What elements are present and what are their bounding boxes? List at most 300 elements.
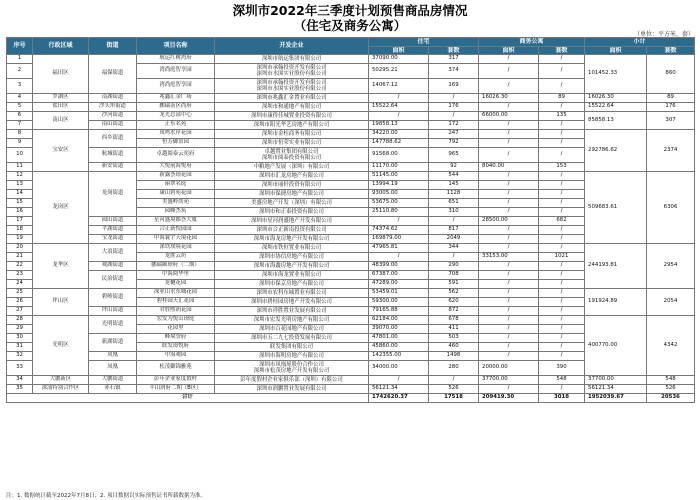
seq-cell: 28 <box>7 316 33 325</box>
developer-name: 深圳市农科东城置业有限公司 <box>256 289 327 296</box>
table-body <box>7 55 695 403</box>
sub-area-cell: 56121.34 <box>585 385 647 394</box>
res-units-cell: 562 <box>429 289 479 298</box>
apt-units-cell: / <box>539 307 585 316</box>
table-row <box>7 103 695 112</box>
res-area-cell: 14067.12 <box>369 79 429 94</box>
res-units-cell: 544 <box>429 172 479 181</box>
apt-area-cell: / <box>479 385 539 394</box>
developer-cell <box>215 94 369 103</box>
res-area-cell: 62184.00 <box>369 316 429 325</box>
sub-units-cell: 2054 <box>647 289 695 316</box>
res-units-cell: 290 <box>429 262 479 271</box>
total-row <box>7 394 695 403</box>
res-area-cell: 47289.00 <box>369 280 429 289</box>
seq-cell: 8 <box>7 130 33 139</box>
apt-units-cell: / <box>539 139 585 148</box>
project-cell: 航运红树湾府 <box>137 55 215 64</box>
apt-units-cell: / <box>539 190 585 199</box>
apt-area-cell: / <box>479 226 539 235</box>
district-cell: 宝安区 <box>33 130 89 172</box>
street-cell: 西乡街道 <box>89 130 137 148</box>
seq-cell: 23 <box>7 271 33 280</box>
seq-cell: 20 <box>7 244 33 253</box>
street-cell: 凤凰 <box>89 352 137 361</box>
developer-name: 深圳市承翰投资开发有限公司 <box>256 64 327 71</box>
apt-units-cell: / <box>539 343 585 352</box>
res-area-cell: / <box>369 253 429 262</box>
header-apt-area: 面积 <box>479 47 539 55</box>
district-cell: 罗湖区 <box>33 94 89 103</box>
project-cell: 峰境誉府 <box>137 334 215 343</box>
developer-cell <box>215 112 369 121</box>
apt-area-cell: / <box>479 343 539 352</box>
street-cell: 南湖街道 <box>89 94 137 103</box>
table-row <box>7 244 695 253</box>
developer-cell <box>215 217 369 226</box>
res-area-cell: 59300.00 <box>369 298 429 307</box>
res-units-cell: 92 <box>429 163 479 172</box>
project-cell: 湾尚庭智享园 <box>137 64 215 79</box>
seq-cell: 26 <box>7 298 33 307</box>
apt-area-cell: / <box>479 352 539 361</box>
apt-area-cell: / <box>479 199 539 208</box>
apt-units-cell: / <box>539 244 585 253</box>
seq-cell: 5 <box>7 103 33 112</box>
project-cell: 龙光总部中心 <box>137 112 215 121</box>
street-cell: 大鹏街道 <box>89 376 137 385</box>
sub-units-cell: 548 <box>647 376 695 385</box>
apt-units-cell: 548 <box>539 376 585 385</box>
apt-area-cell: / <box>479 64 539 79</box>
apt-units-cell: 1021 <box>539 253 585 262</box>
res-area-cell: 39070.00 <box>369 325 429 334</box>
total-sub-area: 1952039.67 <box>585 394 647 403</box>
developer-cell <box>215 334 369 343</box>
developer-name: 深圳市海鑫房地产开发有限公司 <box>253 262 330 269</box>
apt-area-cell: / <box>479 334 539 343</box>
project-cell: 康山碧苑花园 <box>137 190 215 199</box>
table-row <box>7 172 695 181</box>
street-cell: 航城街道 <box>89 148 137 163</box>
table-row <box>7 94 695 103</box>
apt-area-cell: 28500.00 <box>479 217 539 226</box>
sub-area-cell: 37700.00 <box>585 376 647 385</box>
project-cell: 松茂御锦雅苑 <box>137 361 215 376</box>
res-units-cell: 460 <box>429 343 479 352</box>
seq-cell: 4 <box>7 94 33 103</box>
developer-name: 深圳市汇龙房地产有限公司 <box>259 172 324 179</box>
street-cell: 园山街道 <box>89 217 137 226</box>
developer-cell <box>215 121 369 130</box>
project-cell: 中海阅华里 <box>137 271 215 280</box>
table-row <box>7 316 695 325</box>
project-cell: 深铁璞境花园 <box>137 244 215 253</box>
sub-area-cell: 509683.61 <box>585 172 647 244</box>
res-units-cell: 247 <box>429 130 479 139</box>
street-cell: 凤凰 <box>89 361 137 376</box>
developer-name: 深圳市兆鑫汇金置业有限公司 <box>256 94 327 101</box>
project-cell: 园峰杰筑 <box>137 208 215 217</box>
seq-cell: 34 <box>7 376 33 385</box>
header-developer: 开发企业 <box>215 38 369 55</box>
developer-name: 深圳市祥胜置业发展有限公司 <box>256 307 327 314</box>
res-area-cell: 19858.13 <box>369 121 429 130</box>
res-area-cell: / <box>369 217 429 226</box>
apt-units-cell: / <box>539 64 585 79</box>
district-cell: 深汕特别合作区 <box>33 385 89 394</box>
header-street: 街道 <box>89 38 137 55</box>
project-cell: 星河盛境都荟大厦 <box>137 217 215 226</box>
project-cell: 湾尚庭智享园 <box>137 79 215 94</box>
project-cell: 凤鸣水岸花园 <box>137 130 215 139</box>
header-residential: 住宅 <box>369 38 479 47</box>
developer-name: 深圳市合正新南投资有限公司 <box>256 226 327 233</box>
apt-area-cell: / <box>479 271 539 280</box>
apt-units-cell: / <box>539 262 585 271</box>
res-units-cell: 411 <box>429 325 479 334</box>
apt-area-cell: / <box>479 79 539 94</box>
street-cell: 福保街道 <box>89 55 137 94</box>
developer-name: 深圳市水围实业股份有限公司 <box>256 86 327 92</box>
developer-cell <box>215 163 369 172</box>
developer-cell <box>215 226 369 235</box>
seq-cell: 2 <box>7 64 33 79</box>
developer-cell <box>215 103 369 112</box>
res-units-cell: 172 <box>429 121 479 130</box>
res-units-cell: 792 <box>429 139 479 148</box>
developer-name: 深圳市保捷房地产有限公司 <box>259 190 324 197</box>
apt-area-cell: / <box>479 307 539 316</box>
apt-area-cell: / <box>479 121 539 130</box>
header-project: 项目名称 <box>137 38 215 55</box>
developer-name: 深圳市铁恒置业有限公司 <box>261 244 322 251</box>
res-area-cell: 47965.81 <box>369 244 429 253</box>
res-area-cell: 79165.88 <box>369 307 429 316</box>
res-area-cell: 56121.34 <box>369 385 429 394</box>
res-area-cell: 91568.00 <box>369 148 429 163</box>
seq-cell: 13 <box>7 181 33 190</box>
apt-units-cell: 153 <box>539 163 585 172</box>
seq-cell: 30 <box>7 334 33 343</box>
developer-name: 卓越置业集团有限公司 <box>264 148 319 155</box>
apt-area-cell: / <box>479 325 539 334</box>
developer-cell <box>215 199 369 208</box>
res-units-cell: 169 <box>429 79 479 94</box>
seq-cell: 6 <box>7 112 33 121</box>
district-cell: 坪山区 <box>33 289 89 316</box>
apt-area-cell: / <box>479 181 539 190</box>
developer-name: 深圳市松茂房地产开发有限公司 <box>253 368 330 374</box>
apt-units-cell: / <box>539 148 585 163</box>
sub-units-cell: 2374 <box>647 130 695 172</box>
page-subtitle: （住宅及商务公寓） <box>293 18 407 33</box>
header-subtotal: 小计 <box>585 38 695 47</box>
res-units-cell: 526 <box>429 385 479 394</box>
district-cell: 龙华区 <box>33 244 89 289</box>
developer-name: 深圳市阳光华艺房地产有限公司 <box>253 121 330 128</box>
apt-area-cell: / <box>479 289 539 298</box>
developer-cell <box>215 181 369 190</box>
street-cell: 新湖街道 <box>89 334 137 352</box>
apt-area-cell: / <box>479 172 539 181</box>
res-units-cell: 2049 <box>429 235 479 244</box>
project-cell: 美盛岭尚苑 <box>137 199 215 208</box>
street-cell: 新安街道 <box>89 163 137 172</box>
apt-units-cell: 89 <box>539 94 585 103</box>
table-row <box>7 289 695 298</box>
res-units-cell: 678 <box>429 316 479 325</box>
res-area-cell: 142355.00 <box>369 352 429 361</box>
seq-cell: 24 <box>7 280 33 289</box>
total-apt-units: 3018 <box>539 394 585 403</box>
table-row <box>7 112 695 121</box>
seq-cell: 29 <box>7 325 33 334</box>
total-apt-area: 209419.30 <box>479 394 539 403</box>
seq-cell: 21 <box>7 253 33 262</box>
apt-area-cell: / <box>479 130 539 139</box>
developer-name: 深圳市和正泰投资有限公司 <box>259 208 324 215</box>
developer-name: 深圳市金柱商务有限公司 <box>261 130 322 137</box>
apt-units-cell: / <box>539 103 585 112</box>
table-row <box>7 55 695 64</box>
developer-name: 深圳市润鹏置业发展有限公司 <box>256 385 327 392</box>
res-units-cell: 708 <box>429 271 479 280</box>
project-cell: 中海观园 <box>137 352 215 361</box>
apt-units-cell: 390 <box>539 361 585 376</box>
seq-cell: 16 <box>7 208 33 217</box>
header-apt-units: 套数 <box>539 47 585 55</box>
sub-area-cell: 101452.33 <box>585 55 647 94</box>
sub-units-cell: 526 <box>647 385 695 394</box>
res-area-cell: 37090.00 <box>369 55 429 64</box>
street-cell: 大浪街道 <box>89 244 137 262</box>
sub-units-cell: 860 <box>647 55 695 94</box>
developer-name: 深圳市和通地产有限公司 <box>261 103 322 110</box>
presale-table <box>6 37 695 403</box>
project-cell: 合正新悦园园 <box>137 226 215 235</box>
page-title: 深圳市2022年三季度计划预售商品房情况 <box>232 3 468 18</box>
developer-cell <box>215 376 369 385</box>
apt-area-cell: 8040.00 <box>479 163 539 172</box>
table-row <box>7 130 695 139</box>
res-area-cell: 15522.64 <box>369 103 429 112</box>
seq-cell: 19 <box>7 235 33 244</box>
sub-area-cell: 85858.13 <box>585 112 647 130</box>
header-res-area: 面积 <box>369 47 429 55</box>
developer-name: 深圳市康侨佳城置业投资有限公司 <box>251 112 332 119</box>
developer-cell <box>215 271 369 280</box>
sub-units-cell: 89 <box>647 94 695 103</box>
apt-area-cell: / <box>479 298 539 307</box>
street-cell: 碧岭街道 <box>89 289 137 307</box>
res-area-cell: 169879.00 <box>369 235 429 244</box>
apt-units-cell: / <box>539 208 585 217</box>
apt-units-cell: / <box>539 280 585 289</box>
res-units-cell: 310 <box>429 208 479 217</box>
res-units-cell: 374 <box>429 64 479 79</box>
total-label: 合计 <box>7 394 369 403</box>
sub-units-cell: 4342 <box>647 316 695 376</box>
developer-name: 深圳市碧桂园房地产开发有限公司 <box>251 298 332 305</box>
res-area-cell: 34000.00 <box>369 361 429 376</box>
apt-units-cell: / <box>539 289 585 298</box>
res-units-cell: 503 <box>429 334 479 343</box>
apt-units-cell: / <box>539 385 585 394</box>
apt-units-cell: / <box>539 55 585 64</box>
apt-area-cell: / <box>479 190 539 199</box>
developer-cell <box>215 352 369 361</box>
seq-cell: 27 <box>7 307 33 316</box>
developer-name: 深圳市丽轩投资有限公司 <box>261 181 322 188</box>
developer-cell <box>215 139 369 148</box>
apt-area-cell: / <box>479 235 539 244</box>
sub-units-cell: 176 <box>647 103 695 112</box>
street-cell: 民治街道 <box>89 271 137 289</box>
developer-cell <box>215 244 369 253</box>
developer-name: 深圳市恒荣实业有限公司 <box>261 139 322 146</box>
res-area-cell: / <box>369 94 429 103</box>
developer-name: 深圳市海明房地产有限公司 <box>259 352 324 359</box>
apt-units-cell: / <box>539 316 585 325</box>
res-area-cell: 67387.00 <box>369 271 429 280</box>
developer-name: 深圳市阅泰投资有限公司 <box>261 155 322 161</box>
res-area-cell: 48399.00 <box>369 262 429 271</box>
header-apartment: 商务公寓 <box>479 38 585 47</box>
apt-units-cell: 135 <box>539 112 585 121</box>
street-cell: 赤石镇 <box>89 385 137 394</box>
res-area-cell: 34220.00 <box>369 130 429 139</box>
developer-name: 中粮地产发展（深圳）有限公司 <box>253 163 330 170</box>
seq-cell: 32 <box>7 352 33 361</box>
total-res-area: 1742620.37 <box>369 394 429 403</box>
apt-area-cell: / <box>479 139 539 148</box>
district-cell: 盐田区 <box>33 103 89 112</box>
apt-area-cell: 66000.00 <box>479 112 539 121</box>
developer-cell <box>215 289 369 298</box>
street-cell: 光明街道 <box>89 316 137 334</box>
apt-area-cell: / <box>479 262 539 271</box>
developer-cell <box>215 385 369 394</box>
developer-cell <box>215 325 369 334</box>
apt-units-cell: / <box>539 235 585 244</box>
apt-units-cell: / <box>539 79 585 94</box>
header-res-units: 套数 <box>429 47 479 55</box>
table-row <box>7 376 695 385</box>
developer-name: 深圳市协信房地产有限公司 <box>259 253 324 260</box>
project-cell: 兆鑫汇金广场 <box>137 94 215 103</box>
res-units-cell: 1128 <box>429 190 479 199</box>
street-cell: 龙岗街道 <box>89 172 137 217</box>
apt-units-cell: / <box>539 226 585 235</box>
seq-cell: 11 <box>7 163 33 172</box>
project-cell: 半山润府二期（B区） <box>137 385 215 394</box>
apt-units-cell: / <box>539 325 585 334</box>
developer-name: 深圳市航运集团有限公司 <box>261 55 322 62</box>
sub-units-cell: 307 <box>647 112 695 130</box>
developer-name: 深圳市承翰投资开发有限公司 <box>256 79 327 86</box>
res-units-cell: / <box>429 217 479 226</box>
res-area-cell: 47801.00 <box>369 334 429 343</box>
project-cell: 联发璟悦府 <box>137 343 215 352</box>
developer-name: 美盛房地产开发（深圳）有限公司 <box>251 199 332 206</box>
apt-units-cell: / <box>539 298 585 307</box>
seq-cell: 25 <box>7 289 33 298</box>
apt-area-cell: / <box>479 244 539 253</box>
developer-name: 深圳市宏发光明房地产有限公司 <box>253 316 330 323</box>
res-area-cell: 53459.01 <box>369 289 429 298</box>
seq-cell: 10 <box>7 148 33 163</box>
sub-area-cell: 400770.00 <box>585 316 647 376</box>
sub-area-cell: 16026.30 <box>585 94 647 103</box>
seq-cell: 35 <box>7 385 33 394</box>
res-units-cell: 651 <box>429 199 479 208</box>
res-area-cell: 93005.00 <box>369 190 429 199</box>
sub-units-cell: 2954 <box>647 244 695 289</box>
res-units-cell: / <box>429 376 479 385</box>
district-cell: 福田区 <box>33 55 89 94</box>
street-cell: 坪山街道 <box>89 307 137 316</box>
street-cell: 平湖街道 <box>89 226 137 235</box>
apt-units-cell: / <box>539 121 585 130</box>
developer-name: 深圳市百花园地产有限公司 <box>259 325 324 332</box>
sub-area-cell: 292786.62 <box>585 130 647 172</box>
res-area-cell: 53675.00 <box>369 199 429 208</box>
apt-area-cell: / <box>479 148 539 163</box>
district-cell: 大鹏新区 <box>33 376 89 385</box>
developer-cell <box>215 343 369 352</box>
res-units-cell: 817 <box>429 226 479 235</box>
unit-label: （单位：平方米，套） <box>633 31 694 38</box>
res-units-cell: / <box>429 112 479 121</box>
seq-cell: 3 <box>7 79 33 94</box>
project-cell: 正东名苑 <box>137 121 215 130</box>
res-area-cell: 51145.00 <box>369 172 429 181</box>
developer-cell <box>215 148 369 163</box>
seq-cell: 14 <box>7 190 33 199</box>
sub-units-cell: 6306 <box>647 172 695 244</box>
project-cell: 新露荟璟花园 <box>137 172 215 181</box>
seq-cell: 22 <box>7 262 33 271</box>
seq-cell: 33 <box>7 361 33 376</box>
res-units-cell: 344 <box>429 244 479 253</box>
res-area-cell: 45860.00 <box>369 343 429 352</box>
project-cell: 宏发为悦山璟庭 <box>137 316 215 325</box>
total-sub-units: 20536 <box>647 394 695 403</box>
developer-name: 彭年度假村企业家俱乐部（深圳）有限公司 <box>240 376 343 383</box>
seq-cell: 9 <box>7 139 33 148</box>
developer-cell <box>215 316 369 325</box>
street-cell: 沙河街道 <box>89 112 137 121</box>
sub-area-cell: 244193.81 <box>585 244 647 289</box>
street-cell: 观湖街道 <box>89 262 137 271</box>
res-units-cell: 591 <box>429 280 479 289</box>
project-cell: 彭年企业家度假村 <box>137 376 215 385</box>
apt-area-cell: 16026.30 <box>479 94 539 103</box>
res-area-cell: 13994.19 <box>369 181 429 190</box>
apt-units-cell: / <box>539 130 585 139</box>
res-area-cell: 25110.80 <box>369 208 429 217</box>
apt-units-cell: / <box>539 181 585 190</box>
developer-cell <box>215 130 369 139</box>
header-district: 行政区域 <box>33 38 89 55</box>
seq-cell: 12 <box>7 172 33 181</box>
sub-area-cell: 15522.64 <box>585 103 647 112</box>
developer-name: 深圳市海龙房地产开发有限公司 <box>253 235 330 242</box>
street-cell: 宝龙街道 <box>89 235 137 244</box>
res-units-cell: 280 <box>429 361 479 376</box>
sub-area-cell: 191924.89 <box>585 289 647 316</box>
